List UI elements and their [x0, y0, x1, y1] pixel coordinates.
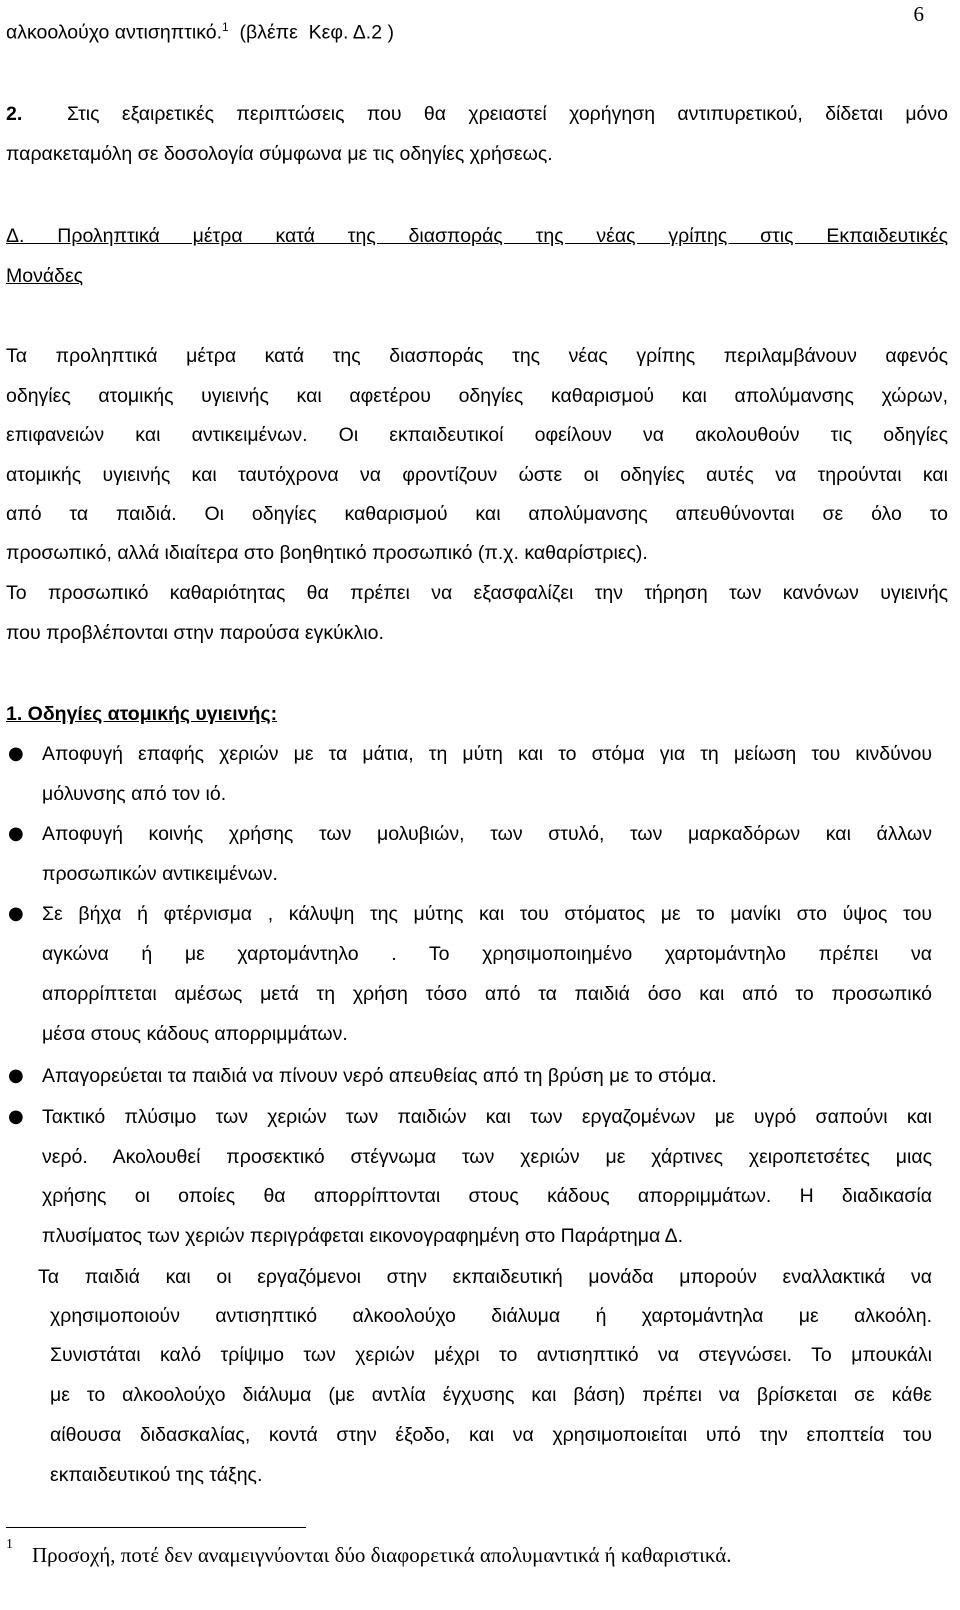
item-2-text: Στις εξαιρετικές περιπτώσεις που θα χρειαστεί χορήγηση αντιπυρετικού, δίδεται μόνο — [66, 103, 948, 125]
item-2-line-1 — [6, 103, 948, 126]
bullet-line: χρήσης οι οποίες θα απορρίπτονται στους κάδους απορριμμάτων. Η διαδικασία — [42, 1185, 932, 1207]
intro-line: ατομικής υγιεινής και ταυτόχρονα να φροντίζουν ώστε οι οδηγίες αυτές να τηρούνται και — [6, 464, 948, 486]
continuation-line — [6, 20, 948, 45]
footnote-reference: 1 — [222, 20, 229, 34]
bullet-line: προσωπικών αντικειμένων. — [42, 863, 278, 885]
subheading-text: 1. Οδηγίες ατομικής υγιεινής: — [6, 703, 278, 725]
item-2-number: 2. — [6, 103, 23, 125]
bullet-icon: ● — [8, 823, 24, 844]
intro-line: επιφανειών και αντικειμένων. Οι εκπαιδευτικοί οφείλουν να ακολουθούν τις οδηγίες — [6, 424, 948, 446]
alcohol-line: Συνιστάται καλό τρίψιμο των χεριών μέχρι το αντισηπτικό να στεγνώσει. Το μπουκάλι — [50, 1344, 932, 1366]
section-heading-line-1: Δ. Προληπτικά μέτρα κατά της διασποράς της νέας γρίπης στις Εκπαιδευτικές — [6, 225, 948, 247]
bullet-line: πλυσίματος των χεριών περιγράφεται εικονογραφημένη στο Παράρτημα Δ. — [42, 1225, 684, 1247]
footnote-number: 1 — [6, 1537, 13, 1552]
intro-line: οδηγίες ατομικής υγιεινής και αφετέρου οδηγίες καθαρισμού και απολύμανσης χώρων, — [6, 385, 948, 407]
intro-line: προσωπικό, αλλά ιδιαίτερα στο βοηθητικό προσωπικό (π.χ. καθαρίστριες). — [6, 542, 648, 564]
section-heading-line-2: Μονάδες — [6, 265, 84, 287]
bullet-icon: ● — [8, 903, 24, 924]
continuation-reference: (βλέπε Κεφ. Δ.2 ) — [228, 21, 394, 44]
alcohol-line: χρησιμοποιούν αντισηπτικό αλκοολούχο διάλυμα ή χαρτομάντηλα με αλκοόλη. — [50, 1305, 932, 1327]
alcohol-line: αίθουσα διδασκαλίας, κοντά στην έξοδο, και να χρησιμοποιείται υπό την εποπτεία του — [50, 1424, 932, 1446]
intro-line: από τα παιδιά. Οι οδηγίες καθαρισμού και απολύμανσης απευθύνονται σε όλο το — [6, 503, 948, 525]
item-2-line-2: παρακεταμόλη σε δοσολογία σύμφωνα με τις οδηγίες χρήσεως. — [6, 143, 553, 165]
continuation-text: αλκοολούχο αντισηπτικό. — [6, 21, 222, 44]
bullet-line: νερό. Ακολουθεί προσεκτικό στέγνωμα των χεριών με χάρτινες χειροπετσέτες μιας — [42, 1146, 932, 1168]
bullet-line: μόλυνσης από τον ιό. — [42, 783, 227, 805]
page-number: 6 — [913, 2, 924, 26]
bullet-line: Σε βήχα ή φτέρνισμα , κάλυψη της μύτης και του στόματος με το μανίκι στο ύψος του — [42, 903, 932, 925]
footnote-separator — [6, 1527, 306, 1528]
alcohol-line: εκπαιδευτικού της τάξης. — [50, 1464, 263, 1486]
bullet-line: απορρίπτεται αμέσως μετά τη χρήση τόσο από τα παιδιά όσο και από το προσωπικό — [42, 983, 932, 1005]
subheading-personal-hygiene — [6, 703, 948, 726]
bullet-line: μέσα στους κάδους απορριμμάτων. — [42, 1023, 348, 1045]
alcohol-line: Τα παιδιά και οι εργαζόμενοι στην εκπαιδευτική μονάδα μπορούν εναλλακτικά να — [38, 1266, 932, 1288]
cleaning-line: που προβλέπονται στην παρούσα εγκύκλιο. — [6, 622, 384, 644]
bullet-line: Τακτικό πλύσιμο των χεριών των παιδιών και των εργαζομένων με υγρό σαπούνι και — [42, 1106, 932, 1128]
bullet-icon: ● — [8, 1106, 24, 1127]
bullet-line: Απαγορεύεται τα παιδιά να πίνουν νερό απευθείας από τη βρύση με το στόμα. — [42, 1065, 717, 1087]
bullet-line: Αποφυγή κοινής χρήσης των μολυβιών, των στυλό, των μαρκαδόρων και άλλων — [42, 823, 932, 845]
footnote-text: Προσοχή, ποτέ δεν αναμειγνύονται δύο διαφορετικά απολυμαντικά ή καθαριστικά. — [32, 1543, 732, 1567]
alcohol-line: με το αλκοολούχο διάλυμα (με αντλία έγχυσης και βάση) πρέπει να βρίσκεται σε κάθε — [50, 1384, 932, 1406]
bullet-icon: ● — [8, 743, 24, 764]
bullet-line: Αποφυγή επαφής χεριών με τα μάτια, τη μύτη και το στόμα για τη μείωση του κινδύνου — [42, 743, 932, 765]
bullet-icon: ● — [8, 1065, 24, 1086]
intro-line: Τα προληπτικά μέτρα κατά της διασποράς της νέας γρίπης περιλαμβάνουν αφενός — [6, 345, 948, 367]
bullet-line: αγκώνα ή με χαρτομάντηλο . Το χρησιμοποιημένο χαρτομάντηλο πρέπει να — [42, 943, 932, 965]
cleaning-line: Το προσωπικό καθαριότητας θα πρέπει να εξασφαλίζει την τήρηση των κανόνων υγιεινής — [6, 582, 948, 604]
